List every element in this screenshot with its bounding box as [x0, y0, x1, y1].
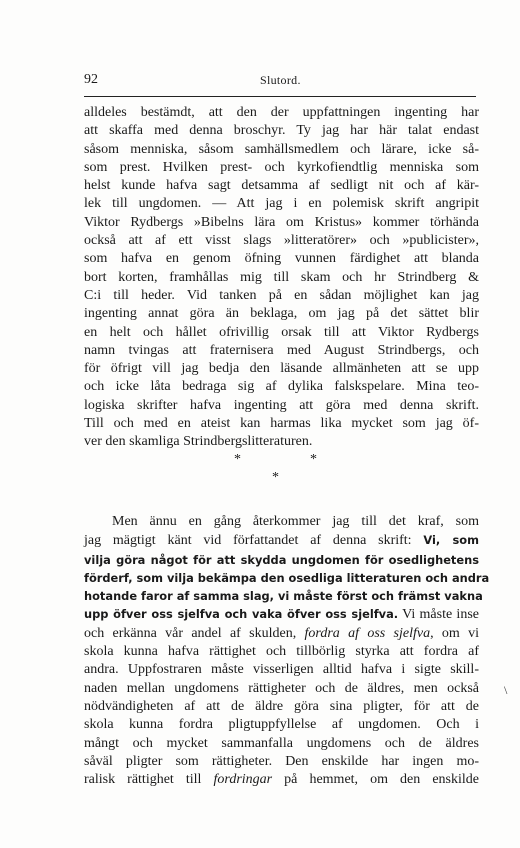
text-line: att skaffa med denna broschyr. Ty jag har här talat endast: [84, 123, 479, 139]
text-line: [84, 531, 479, 550]
text-line: nödvändigheten af att de äldre göra sina pligter, för att de: [84, 698, 479, 714]
text-line: som prest. Hvilken prest- och kyrkofiendtlig menniska som: [84, 159, 479, 175]
text-line: en helt och hållet ofrivillig orsak till att Viktor Rydbergs: [84, 324, 479, 340]
asterism: [0, 452, 520, 492]
emphasis-line: vilja göra något för att skydda ungdomen för osedlighetens: [84, 552, 479, 567]
text-line: också att af ett visst slags »litteratörer» och »publicister»,: [84, 233, 479, 249]
asterisk: *: [310, 452, 317, 467]
text-line: namn tvingas att fraternisera med August Strindbergs, och: [84, 342, 479, 358]
text-line: mångt och mycket sammanfalla ungdomens och de äldres: [84, 735, 479, 751]
text-line: naden mellan ungdomens rättigheter och de äldres, men också: [84, 680, 479, 696]
page-header: [84, 72, 476, 90]
text-line: helst kunde hafva sagt detsamma af sedligt nit och af kär-: [84, 178, 479, 194]
text-line: skola kunna fordra pligtuppfyllelse af ungdomen. Och i: [84, 717, 479, 733]
line-text: ralisk rättighet till: [84, 772, 214, 788]
italic-text: fordra af oss sjelfva: [304, 625, 431, 641]
emphasis-text: Vi, som: [423, 533, 479, 548]
text-line: logiska skrifter hafva ingenting att göra med denna skrift.: [84, 397, 479, 413]
line-text: på hemmet, om den enskilde: [272, 772, 479, 788]
text-line: Till och med en ateist kan harmas lika mycket som jag öf-: [84, 416, 479, 432]
text-line: såsom menniska, såsom samhällsmedlem och lärare, icke så-: [84, 141, 479, 157]
text-line: och icke låta bedraga sig af dylika falskspelare. Mina teo-: [84, 379, 479, 395]
text-line: ingenting annat göra än beklaga, om jag på det sättet blir: [84, 306, 479, 322]
emphasis-text: upp öfver oss sjelfva och vaka öfver oss sjelfva.: [84, 607, 399, 622]
text-line: andra. Uppfostraren måste visserligen alltid hafva i sigte skill-: [84, 662, 479, 678]
page-number: 92: [84, 72, 98, 87]
italic-text: fordringar: [213, 772, 273, 788]
line-text: jag mägtigt känt vid författandet af denna skrift:: [84, 533, 424, 549]
paragraph-2: [84, 513, 490, 789]
text-line: alldeles bestämdt, att den der uppfattningen ingenting har: [84, 105, 479, 120]
emphasis-line: hotande faror af samma slag, vi måste först och främst vakna: [84, 589, 483, 604]
text-line: lek till ungdomen. — Att jag i en polemisk skrift angripit: [84, 196, 479, 212]
emphasis-line: förderf, som vilja bekämpa den osedliga litteraturen och andra: [84, 570, 490, 585]
text-line: Men ännu en gång återkommer jag till det kraf, som: [112, 514, 479, 529]
text-line: [84, 625, 479, 643]
line-text: och erkänna vår andel af skulden,: [84, 625, 305, 641]
text-line: såväl pligter som rättigheter. Den enskilde har ingen mo-: [84, 753, 479, 769]
text-line: skola kunna hafva rättighet och tillbörlig styrka att fordra af: [84, 644, 479, 660]
header-rule: [84, 96, 476, 97]
line-text: , om vi: [430, 625, 479, 641]
asterisk: *: [234, 452, 241, 467]
text-line: för öfrigt vill jag bedja den läsande allmänheten att se upp: [84, 361, 479, 377]
text-line: [84, 771, 479, 789]
text-line: [84, 605, 479, 624]
line-text: Vi måste inse: [398, 607, 479, 623]
running-head: Slutord.: [260, 73, 301, 87]
paragraph-1: [84, 104, 479, 452]
asterisk: *: [272, 470, 279, 485]
margin-mark: \: [504, 683, 508, 697]
text-line: Viktor Rydbergs »Bibelns lära om Kristus» kommer törhända: [84, 214, 479, 230]
text-line: ver den skamliga Strindbergslitteraturen.: [84, 434, 313, 450]
text-line: bort korten, framhållas mig till skam och hr Strindberg &: [84, 269, 479, 285]
text-line: som hafva en genom öfning vunnen färdighet att blanda: [84, 251, 479, 267]
text-line: C:i till heder. Vid tanken på en sådan möjlighet kan jag: [84, 287, 479, 303]
